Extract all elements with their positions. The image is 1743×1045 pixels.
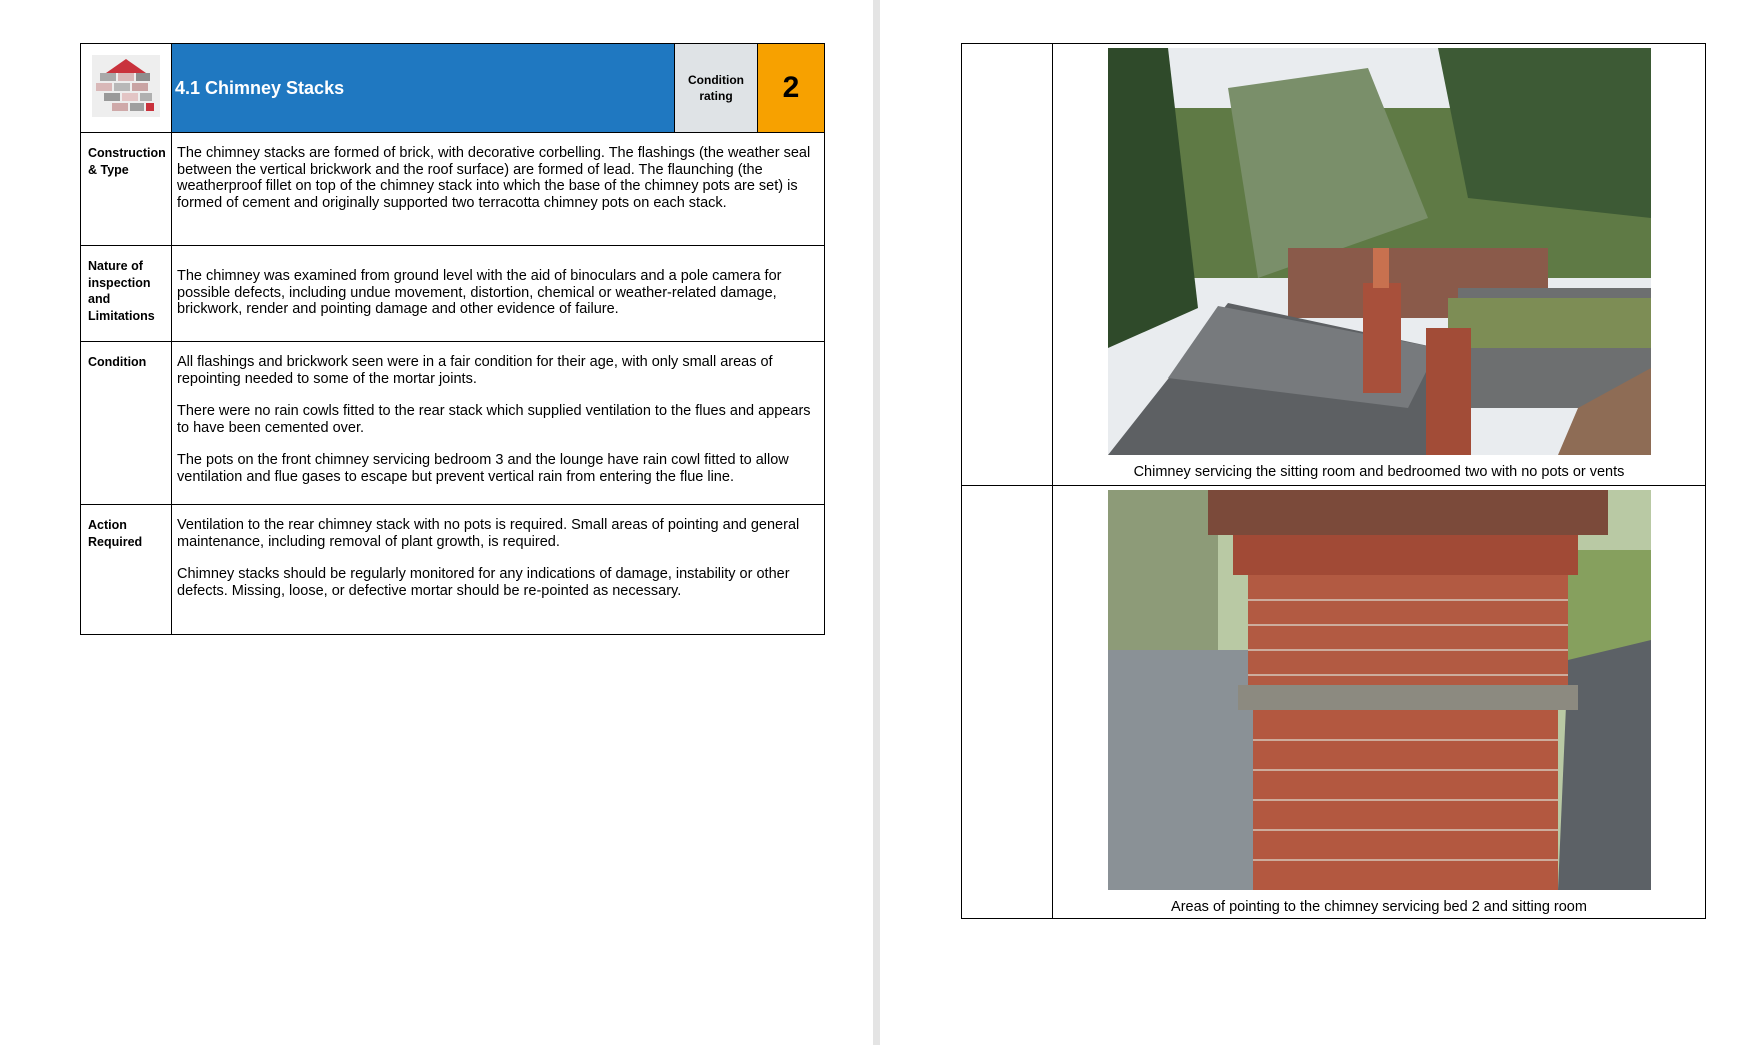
condition-paragraph-2: There were no rain cowls fitted to the rear stack which supplied ventilation to the flues and appears to have been cemented over. bbox=[177, 403, 811, 436]
chimney-stacks-table bbox=[80, 43, 825, 635]
chimney-aerial-photo bbox=[1108, 48, 1651, 455]
photo-caption-2: Areas of pointing to the chimney servicing bed 2 and sitting room bbox=[1171, 899, 1587, 915]
photo-blank-cell-2 bbox=[962, 486, 1053, 919]
row-label-action: Action Required bbox=[81, 505, 172, 635]
row-text-condition bbox=[172, 342, 825, 505]
brick-wall-house-icon bbox=[92, 55, 160, 117]
condition-paragraph-3: The pots on the front chimney servicing bedroom 3 and the lounge have rain cowl fitted to allow ventilation and flue gases to escape but prevent vertical rain from entering the flue line. bbox=[177, 452, 789, 485]
row-text-construction bbox=[172, 133, 825, 246]
photo-blank-cell-1 bbox=[962, 44, 1053, 486]
condition-rating-value: 2 bbox=[758, 44, 825, 133]
condition-paragraph-1: All flashings and brickwork seen were in a fair condition for their age, with only small areas of repointing needed to some of the mortar joints. bbox=[177, 354, 773, 387]
photo-table bbox=[961, 43, 1706, 919]
condition-rating-label: Condition rating bbox=[675, 44, 758, 133]
row-label-condition: Condition bbox=[81, 342, 172, 505]
row-text-action bbox=[172, 505, 825, 635]
section-title: 4.1 Chimney Stacks bbox=[172, 44, 675, 133]
row-label-inspection: Nature of inspection and Limitations bbox=[81, 246, 172, 342]
photo-caption-1: Chimney servicing the sitting room and bedroomed two with no pots or vents bbox=[1133, 464, 1625, 480]
photo-cell-1 bbox=[1053, 44, 1706, 486]
photo-cell-2 bbox=[1053, 486, 1706, 919]
row-text-inspection bbox=[172, 246, 825, 342]
construction-paragraph: The chimney stacks are formed of brick, with decorative corbelling. The flashings (the weather seal between the vertical brickwork and the roof surface) are formed of lead. The flaunching (the weatherproof fillet on top of the chimney stack into which the base of the chimney pots are set) is formed of cement and originally supported two terracotta chimney pots on each stack. bbox=[177, 145, 811, 211]
inspection-paragraph: The chimney was examined from ground level with the aid of binoculars and a pole camera for possible defects, including undue movement, distortion, chemical or weather-related damage, brickwork, render and pointing damage and other evidence of failure. bbox=[177, 268, 782, 317]
action-paragraph-1: Ventilation to the rear chimney stack with no pots is required. Small areas of pointing and general maintenance, including removal of plant growth, is required. bbox=[177, 517, 800, 550]
action-paragraph-2: Chimney stacks should be regularly monitored for any indications of damage, instability or other defects. Missing, loose, or defective mortar should be re-pointed as necessary. bbox=[177, 566, 790, 599]
chimney-closeup-photo bbox=[1108, 490, 1651, 890]
section-logo bbox=[81, 44, 172, 133]
row-label-construction: Construction & Type bbox=[81, 133, 172, 246]
